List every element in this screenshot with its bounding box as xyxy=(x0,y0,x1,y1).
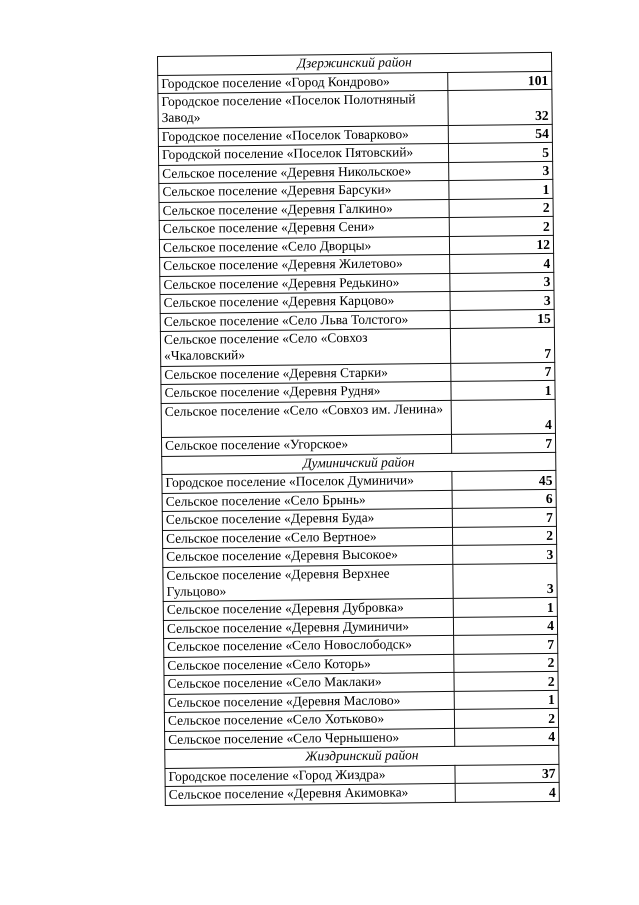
settlement-name: Сельское поселение «Деревня Маслово» xyxy=(164,691,454,713)
table-row xyxy=(158,89,552,128)
settlement-name: Городское поселение «Поселок Товарково» xyxy=(158,125,448,147)
settlement-name: Городской поселение «Поселок Пятовский» xyxy=(158,143,448,165)
settlement-name: Сельское поселение «Деревня Никольское» xyxy=(159,162,449,184)
settlement-count: 4 xyxy=(455,782,559,802)
settlement-name: Сельское поселение «Деревня Галкино» xyxy=(159,199,449,221)
settlement-name: Городское поселение «Поселок Полотняный Завод» xyxy=(158,90,448,128)
settlement-count: 4 xyxy=(450,253,554,273)
table-row xyxy=(165,782,559,805)
settlement-name: Городское поселение «Город Жиздра» xyxy=(165,765,455,787)
settlement-name: Сельское поселение «Деревня Старки» xyxy=(161,363,451,385)
table-row xyxy=(163,563,557,602)
settlement-count: 2 xyxy=(449,216,553,236)
settlement-name: Сельское поселение «Село Чернышено» xyxy=(165,728,455,750)
settlement-count: 15 xyxy=(450,309,554,329)
settlement-count: 7 xyxy=(452,507,556,527)
settlement-name: Сельское поселение «Село Новослободск» xyxy=(164,635,454,657)
settlement-name: Сельское поселение «Угорское» xyxy=(161,434,451,456)
settlement-count: 1 xyxy=(453,597,557,617)
settlement-count: 4 xyxy=(453,616,557,636)
settlement-name: Городское поселение «Поселок Думиничи» xyxy=(162,471,452,493)
settlement-name: Сельское поселение «Деревня Барсуки» xyxy=(159,180,449,202)
settlement-name: Сельское поселение «Деревня Высокое» xyxy=(163,545,453,567)
settlement-name: Сельское поселение «Село «Совхоз «Чкаловский» xyxy=(160,328,450,366)
table-row xyxy=(161,399,555,438)
settlement-name: Сельское поселение «Деревня Думиничи» xyxy=(163,617,453,639)
table-row xyxy=(160,327,554,366)
settlement-count: 7 xyxy=(451,362,555,382)
settlement-name: Сельское поселение «Деревня Дубровка» xyxy=(163,598,453,620)
settlement-name: Сельское поселение «Деревня Редькино» xyxy=(160,273,450,295)
settlement-name: Сельское поселение «Село Брынь» xyxy=(162,490,452,512)
settlement-name: Сельское поселение «Деревня Акимовка» xyxy=(165,783,455,805)
settlement-count: 45 xyxy=(452,470,556,490)
settlement-count: 3 xyxy=(453,563,557,599)
settlement-count: 2 xyxy=(454,708,558,728)
settlement-name: Сельское поселение «Деревня Рудня» xyxy=(161,381,451,403)
settlement-count: 7 xyxy=(451,433,555,453)
settlement-count: 4 xyxy=(451,399,555,435)
settlement-name: Сельское поселение «Деревня Сени» xyxy=(159,217,449,239)
settlement-count: 54 xyxy=(448,124,552,144)
settlement-name: Сельское поселение «Село Льва Толстого» xyxy=(160,310,450,332)
settlement-count: 3 xyxy=(449,161,553,181)
district-name: Дзержинский район xyxy=(158,52,552,75)
settlement-count: 5 xyxy=(448,142,552,162)
settlement-name: Сельское поселение «Деревня Карцово» xyxy=(160,291,450,313)
settlement-name: Сельское поселение «Село Которь» xyxy=(164,654,454,676)
district-name: Жиздринский район xyxy=(165,745,559,768)
settlement-count: 37 xyxy=(455,764,559,784)
settlement-count: 1 xyxy=(454,690,558,710)
allocation-table xyxy=(157,52,560,806)
district-name: Думиничский район xyxy=(162,452,556,475)
settlement-count: 1 xyxy=(451,380,555,400)
settlement-count: 32 xyxy=(448,89,552,125)
settlement-name: Городское поселение «Город Кондрово» xyxy=(158,72,448,94)
settlement-count: 6 xyxy=(452,489,556,509)
document-page xyxy=(157,52,559,806)
settlement-count: 1 xyxy=(449,179,553,199)
settlement-count: 7 xyxy=(450,327,554,363)
settlement-count: 7 xyxy=(454,634,558,654)
settlement-count: 12 xyxy=(449,235,553,255)
settlement-count: 4 xyxy=(455,727,559,747)
settlement-name: Сельское поселение «Деревня Буда» xyxy=(162,508,452,530)
settlement-name: Сельское поселение «Село Хотьково» xyxy=(164,709,454,731)
settlement-name: Сельское поселение «Село Маклаки» xyxy=(164,672,454,694)
settlement-count: 2 xyxy=(452,526,556,546)
settlement-name: Сельское поселение «Деревня Жилетово» xyxy=(160,254,450,276)
settlement-count: 2 xyxy=(449,198,553,218)
settlement-name: Сельское поселение «Село Дворцы» xyxy=(159,236,449,258)
settlement-count: 3 xyxy=(450,272,554,292)
settlement-count: 2 xyxy=(454,653,558,673)
settlement-count: 101 xyxy=(448,71,552,91)
settlement-name: Сельское поселение «Село «Совхоз им. Ленина» xyxy=(161,400,451,438)
settlement-name: Сельское поселение «Село Вертное» xyxy=(162,527,452,549)
settlement-count: 2 xyxy=(454,671,558,691)
settlement-count: 3 xyxy=(450,290,554,310)
settlement-name: Сельское поселение «Деревня Верхнее Гульцово» xyxy=(163,564,453,602)
settlement-count: 3 xyxy=(453,544,557,564)
